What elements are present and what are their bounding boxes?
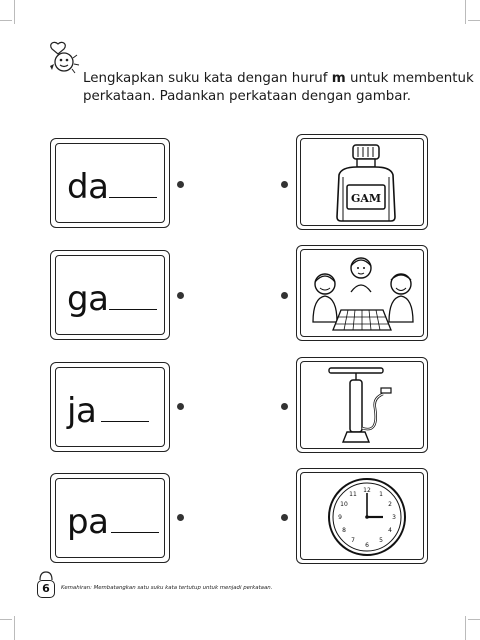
- instruction-line1-start: Lengkapkan suku kata dengan huruf: [83, 71, 332, 86]
- word-card-4: [50, 473, 170, 563]
- glue-bottle-icon: [303, 141, 423, 225]
- match-dot-left-4[interactable]: [177, 514, 184, 521]
- picture-card-2: [296, 245, 428, 341]
- word-card-3: [50, 362, 170, 452]
- instruction-line2: perkataan. Padankan perkataan dengan gambar.: [83, 89, 412, 104]
- match-dot-left-3[interactable]: [177, 403, 184, 410]
- star-bird-icon: [44, 40, 84, 76]
- crop-mark: [14, 0, 15, 24]
- match-dot-right-2[interactable]: [281, 292, 288, 299]
- clock-number: 8: [342, 527, 346, 534]
- bicycle-pump-icon: [303, 364, 423, 448]
- word-syllable: pa: [67, 502, 109, 542]
- clock-number: 5: [379, 537, 383, 544]
- page-footer: [33, 572, 453, 598]
- picture-card-4: [296, 468, 428, 564]
- answer-blank[interactable]: [109, 197, 157, 198]
- page-number: 6: [37, 580, 55, 598]
- children-playing-board-game-icon: [303, 252, 423, 336]
- word-syllable: da: [67, 167, 109, 207]
- clock-number: 9: [338, 514, 342, 521]
- crop-mark: [465, 0, 466, 24]
- word-card-1: [50, 138, 170, 228]
- clock-number: 7: [351, 537, 355, 544]
- clock-number: 3: [392, 514, 396, 521]
- instruction-line1-end: untuk membentuk: [345, 71, 474, 86]
- crop-mark: [465, 616, 466, 640]
- clock-number: 12: [363, 487, 371, 494]
- crop-mark: [0, 619, 12, 620]
- crop-mark: [14, 616, 15, 640]
- crop-mark: [468, 20, 480, 21]
- match-dot-right-1[interactable]: [281, 181, 288, 188]
- instruction-highlight-letter: m: [331, 71, 346, 86]
- clock-number: 11: [349, 491, 357, 498]
- crop-mark: [468, 619, 480, 620]
- clock-number: 10: [340, 501, 348, 508]
- glue-label: GAM: [350, 192, 382, 205]
- clock-number: 1: [379, 491, 383, 498]
- answer-blank[interactable]: [111, 532, 159, 533]
- word-syllable: ga: [67, 279, 109, 319]
- skill-description: Kemahiran: Membatangkan satu suku kata tertutup untuk menjadi perkataan.: [61, 585, 273, 591]
- picture-card-1: [296, 134, 428, 230]
- match-dot-right-3[interactable]: [281, 403, 288, 410]
- clock-number: 2: [388, 501, 392, 508]
- word-syllable: ja: [67, 391, 97, 431]
- match-dot-right-4[interactable]: [281, 514, 288, 521]
- clock-number: 6: [365, 542, 369, 549]
- answer-blank[interactable]: [101, 421, 149, 422]
- crop-mark: [0, 20, 12, 21]
- picture-card-3: [296, 357, 428, 453]
- word-card-2: [50, 250, 170, 340]
- page-number-ornament-icon: [38, 570, 54, 580]
- instruction-text: [83, 70, 474, 106]
- match-dot-left-2[interactable]: [177, 292, 184, 299]
- match-dot-left-1[interactable]: [177, 181, 184, 188]
- wall-clock-icon: [303, 475, 423, 559]
- answer-blank[interactable]: [109, 309, 157, 310]
- clock-number: 4: [388, 527, 392, 534]
